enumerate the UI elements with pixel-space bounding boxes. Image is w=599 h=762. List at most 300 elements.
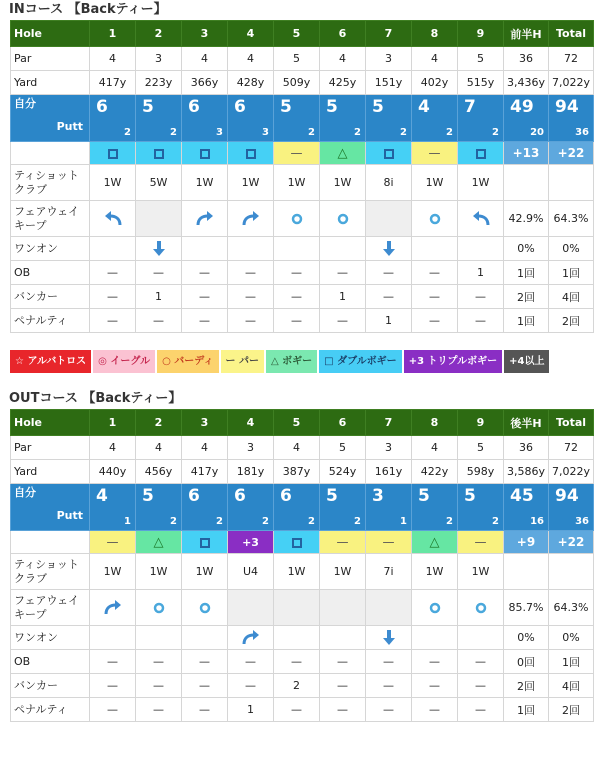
hole-number: 6 — [320, 410, 366, 436]
fairway-hit-circle-icon — [429, 602, 441, 614]
strokes-value: 5 — [142, 97, 154, 117]
club-row — [11, 554, 594, 590]
ob-cell: — — [366, 261, 412, 285]
result-mark-row — [11, 531, 594, 554]
putts-value: 2 — [216, 516, 223, 527]
club-cell: 1W — [182, 165, 228, 201]
putts-value: 36 — [575, 516, 589, 527]
strokes-value: 5 — [326, 486, 338, 506]
strokes-value: 6 — [96, 97, 108, 117]
hole-number: 2 — [136, 410, 182, 436]
strokes-value: 4 — [418, 97, 430, 117]
ob-cell: — — [136, 261, 182, 285]
fairway-label: フェアウェイ キープ — [11, 201, 90, 237]
putts-value: 1 — [124, 516, 131, 527]
club-total — [549, 165, 594, 201]
in-course-section — [0, 0, 599, 333]
par-cell: 4 — [90, 436, 136, 460]
ob-cell: — — [182, 650, 228, 674]
bunker-subtotal: 2回 — [504, 674, 549, 698]
one-on-label: ワンオン — [11, 626, 90, 650]
one-on-total: 0% — [549, 237, 594, 261]
fairway-subtotal: 42.9% — [504, 201, 549, 237]
bunker-cell: — — [366, 674, 412, 698]
bunker-cell: — — [458, 674, 504, 698]
strokes-value: 49 — [510, 97, 534, 117]
one-on-cell — [274, 626, 320, 650]
club-total — [549, 554, 594, 590]
club-cell: 8i — [366, 165, 412, 201]
penalty-cell: — — [366, 698, 412, 722]
par-cell: 4 — [136, 436, 182, 460]
scorecard-table — [10, 409, 594, 722]
double-bogey-mark — [228, 142, 274, 165]
par-mark — [458, 531, 504, 554]
bunker-cell: — — [90, 285, 136, 309]
fairway-hit-circle-icon — [199, 602, 211, 614]
down-arrow-icon — [383, 630, 395, 646]
club-cell: 1W — [320, 554, 366, 590]
hole-number: 3 — [182, 21, 228, 47]
hole-score — [136, 484, 182, 531]
one-on-cell — [366, 237, 412, 261]
bunker-row — [11, 285, 594, 309]
yard-cell: 181y — [228, 460, 274, 484]
bunker-cell: — — [412, 285, 458, 309]
penalty-cell: 1 — [228, 698, 274, 722]
hole-header-label: Hole — [11, 410, 90, 436]
hole-score — [182, 95, 228, 142]
one-on-cell — [228, 237, 274, 261]
strokes-value: 5 — [418, 486, 430, 506]
fairway-hit-circle-icon — [475, 602, 487, 614]
penalty-cell: — — [182, 698, 228, 722]
hole-score — [90, 95, 136, 142]
putts-value: 2 — [446, 516, 453, 527]
dash-icon: — — [428, 146, 441, 160]
par-mark — [366, 531, 412, 554]
fairway-row — [11, 201, 594, 237]
dash-icon: — — [290, 146, 303, 160]
yard-label: Yard — [11, 460, 90, 484]
par-cell: 4 — [274, 436, 320, 460]
fairway-cell — [228, 201, 274, 237]
strokes-value: 94 — [555, 97, 579, 117]
fairway-cell — [274, 590, 320, 626]
yard-cell: 422y — [412, 460, 458, 484]
fairway-hit-circle-icon — [153, 602, 165, 614]
hole-score — [274, 95, 320, 142]
ob-cell: — — [90, 650, 136, 674]
hole-header-row — [11, 21, 594, 47]
par-total: 72 — [549, 436, 594, 460]
par-cell: 5 — [458, 436, 504, 460]
penalty-cell: — — [412, 698, 458, 722]
ob-subtotal: 1回 — [504, 261, 549, 285]
legend-eagle: ◎ イーグル — [93, 350, 155, 373]
double-bogey-mark — [136, 142, 182, 165]
total-header: Total — [549, 410, 594, 436]
triangle-icon: △ — [153, 534, 164, 550]
putts-value: 3 — [262, 127, 269, 138]
strokes-value: 7 — [464, 97, 476, 117]
penalty-row — [11, 698, 594, 722]
bunker-cell: 1 — [320, 285, 366, 309]
double-bogey-mark — [182, 142, 228, 165]
legend-four-plus: +4以上 — [504, 350, 549, 373]
one-on-subtotal: 0% — [504, 626, 549, 650]
square-icon — [384, 149, 394, 159]
strokes-value: 5 — [464, 486, 476, 506]
ob-row — [11, 261, 594, 285]
triangle-icon: △ — [337, 145, 348, 161]
one-on-subtotal: 0% — [504, 237, 549, 261]
self-label: 自分 Putt — [11, 95, 90, 142]
par-cell: 5 — [274, 47, 320, 71]
ob-cell: — — [320, 650, 366, 674]
dash-icon: — — [382, 535, 395, 549]
yard-subtotal: 3,586y — [504, 460, 549, 484]
putts-value: 2 — [262, 516, 269, 527]
ob-cell: — — [320, 261, 366, 285]
penalty-total: 2回 — [549, 698, 594, 722]
bogey-mark — [412, 531, 458, 554]
curve-right-arrow-icon — [103, 600, 123, 616]
hole-score — [458, 95, 504, 142]
fairway-cell — [228, 590, 274, 626]
one-on-cell — [320, 237, 366, 261]
down-arrow-icon — [383, 241, 395, 257]
bunker-cell: — — [274, 285, 320, 309]
hole-score — [320, 484, 366, 531]
bunker-cell: — — [182, 674, 228, 698]
course-title: INコース 【Backティー】 — [9, 2, 167, 17]
penalty-label: ペナルティ — [11, 698, 90, 722]
penalty-label: ペナルティ — [11, 309, 90, 333]
par-cell: 4 — [182, 436, 228, 460]
hole-score — [458, 484, 504, 531]
hole-number: 8 — [412, 410, 458, 436]
fairway-cell — [90, 201, 136, 237]
strokes-value: 4 — [96, 486, 108, 506]
ob-subtotal: 0回 — [504, 650, 549, 674]
square-icon — [246, 149, 256, 159]
club-subtotal — [504, 554, 549, 590]
bunker-cell: — — [90, 674, 136, 698]
strokes-value: 3 — [372, 486, 384, 506]
penalty-cell: — — [136, 698, 182, 722]
hole-header-label: Hole — [11, 21, 90, 47]
par-cell: 3 — [136, 47, 182, 71]
par-row — [11, 436, 594, 460]
fairway-cell — [412, 590, 458, 626]
mark-label — [11, 142, 90, 165]
curve-right-arrow-icon — [241, 630, 261, 646]
hole-score — [90, 484, 136, 531]
bunker-cell: — — [366, 285, 412, 309]
curve-right-arrow-icon — [195, 211, 215, 227]
ob-cell: — — [412, 261, 458, 285]
one-on-row — [11, 626, 594, 650]
strokes-value: 5 — [280, 97, 292, 117]
one-on-total: 0% — [549, 626, 594, 650]
par-subtotal: 36 — [504, 436, 549, 460]
hole-number: 2 — [136, 21, 182, 47]
putts-value: 2 — [170, 127, 177, 138]
fairway-cell — [412, 201, 458, 237]
square-icon — [108, 149, 118, 159]
bunker-cell: 1 — [136, 285, 182, 309]
penalty-cell: — — [458, 309, 504, 333]
bunker-label: バンカー — [11, 285, 90, 309]
course-title: OUTコース 【Backティー】 — [9, 391, 182, 406]
double-bogey-mark — [90, 142, 136, 165]
one-on-label: ワンオン — [11, 237, 90, 261]
ob-cell: — — [412, 650, 458, 674]
fairway-hit-circle-icon — [429, 213, 441, 225]
fairway-cell — [136, 201, 182, 237]
yard-cell: 456y — [136, 460, 182, 484]
hole-score — [366, 95, 412, 142]
club-cell: 1W — [412, 165, 458, 201]
penalty-subtotal: 1回 — [504, 309, 549, 333]
putts-value: 16 — [530, 516, 544, 527]
bogey-mark — [136, 531, 182, 554]
yard-cell: 402y — [412, 71, 458, 95]
yard-cell: 515y — [458, 71, 504, 95]
penalty-cell: — — [182, 309, 228, 333]
hole-score — [182, 484, 228, 531]
square-icon — [200, 538, 210, 548]
club-subtotal — [504, 165, 549, 201]
par-cell: 4 — [412, 436, 458, 460]
bunker-cell: — — [228, 285, 274, 309]
ob-cell: — — [182, 261, 228, 285]
yard-subtotal: 3,436y — [504, 71, 549, 95]
putts-value: 2 — [354, 516, 361, 527]
fairway-subtotal: 85.7% — [504, 590, 549, 626]
hole-number: 7 — [366, 410, 412, 436]
subtotal-header: 後半H — [504, 410, 549, 436]
club-cell: 5W — [136, 165, 182, 201]
down-arrow-icon — [153, 241, 165, 257]
hole-number: 4 — [228, 410, 274, 436]
yard-total: 7,022y — [549, 460, 594, 484]
one-on-cell — [136, 626, 182, 650]
mark-total: +22 — [549, 531, 594, 554]
yard-total: 7,022y — [549, 71, 594, 95]
dash-icon: — — [106, 535, 119, 549]
strokes-value: 6 — [188, 97, 200, 117]
mark-label — [11, 531, 90, 554]
hole-score — [136, 95, 182, 142]
hole-number: 7 — [366, 21, 412, 47]
double-bogey-mark — [182, 531, 228, 554]
penalty-cell: — — [90, 309, 136, 333]
strokes-value: 5 — [372, 97, 384, 117]
fairway-cell — [90, 590, 136, 626]
hole-number: 8 — [412, 21, 458, 47]
square-icon — [200, 149, 210, 159]
par-cell: 4 — [320, 47, 366, 71]
bunker-cell: — — [182, 285, 228, 309]
square-icon — [476, 149, 486, 159]
hole-number: 9 — [458, 21, 504, 47]
hole-number: 9 — [458, 410, 504, 436]
yard-label: Yard — [11, 71, 90, 95]
ob-label: OB — [11, 650, 90, 674]
ob-row — [11, 650, 594, 674]
par-mark — [412, 142, 458, 165]
putts-value: 2 — [308, 127, 315, 138]
one-on-cell — [366, 626, 412, 650]
par-mark — [320, 531, 366, 554]
legend-birdie: ○ バーディ — [157, 350, 218, 373]
hole-score — [412, 95, 458, 142]
one-on-cell — [320, 626, 366, 650]
club-cell: 1W — [274, 165, 320, 201]
ob-cell: — — [90, 261, 136, 285]
strokes-value: 6 — [280, 486, 292, 506]
hole-score — [366, 484, 412, 531]
subtotal-header: 前半H — [504, 21, 549, 47]
par-subtotal: 36 — [504, 47, 549, 71]
strokes-value: 45 — [510, 486, 534, 506]
club-cell: 1W — [90, 554, 136, 590]
par-cell: 5 — [458, 47, 504, 71]
one-on-cell — [182, 626, 228, 650]
club-label: ティショット クラブ — [11, 165, 90, 201]
penalty-cell: — — [274, 698, 320, 722]
hole-number: 6 — [320, 21, 366, 47]
putts-value: 2 — [492, 127, 499, 138]
penalty-cell: — — [412, 309, 458, 333]
bunker-cell: 2 — [274, 674, 320, 698]
curve-left-arrow-icon — [471, 211, 491, 227]
bunker-total: 4回 — [549, 285, 594, 309]
ob-cell: — — [458, 650, 504, 674]
legend-albatross: ☆ アルバトロス — [10, 350, 91, 373]
yard-row — [11, 460, 594, 484]
bunker-cell: — — [228, 674, 274, 698]
score-subtotal — [504, 95, 549, 142]
bunker-row — [11, 674, 594, 698]
yard-cell: 524y — [320, 460, 366, 484]
par-mark — [90, 531, 136, 554]
one-on-cell — [458, 626, 504, 650]
yard-cell: 161y — [366, 460, 412, 484]
par-cell: 4 — [90, 47, 136, 71]
square-icon — [154, 149, 164, 159]
yard-row — [11, 71, 594, 95]
fairway-cell — [136, 590, 182, 626]
putts-value: 36 — [575, 127, 589, 138]
score-subtotal — [504, 484, 549, 531]
putts-value: 2 — [308, 516, 315, 527]
hole-number: 3 — [182, 410, 228, 436]
one-on-cell — [90, 626, 136, 650]
hole-number: 5 — [274, 21, 320, 47]
par-total: 72 — [549, 47, 594, 71]
putt-label: Putt — [56, 509, 83, 522]
fairway-hit-circle-icon — [291, 213, 303, 225]
club-cell: 1W — [136, 554, 182, 590]
triple-bogey-mark: +3 — [228, 531, 274, 554]
bunker-label: バンカー — [11, 674, 90, 698]
yard-cell: 151y — [366, 71, 412, 95]
hole-score — [320, 95, 366, 142]
one-on-row — [11, 237, 594, 261]
yard-cell: 366y — [182, 71, 228, 95]
legend-par: ー パー — [221, 350, 264, 373]
club-label: ティショット クラブ — [11, 554, 90, 590]
club-cell: 1W — [274, 554, 320, 590]
fairway-row — [11, 590, 594, 626]
club-cell: 1W — [228, 165, 274, 201]
club-cell: 1W — [458, 554, 504, 590]
bunker-cell: — — [136, 674, 182, 698]
one-on-cell — [228, 626, 274, 650]
penalty-cell: — — [320, 309, 366, 333]
one-on-cell — [90, 237, 136, 261]
score-total — [549, 484, 594, 531]
club-cell: 1W — [458, 165, 504, 201]
par-label: Par — [11, 436, 90, 460]
strokes-value: 5 — [326, 97, 338, 117]
bogey-mark — [320, 142, 366, 165]
par-cell: 3 — [228, 436, 274, 460]
out-course-section — [0, 389, 599, 722]
total-header: Total — [549, 21, 594, 47]
mark-total: +22 — [549, 142, 594, 165]
one-on-cell — [182, 237, 228, 261]
hole-score — [228, 95, 274, 142]
hole-number: 1 — [90, 410, 136, 436]
hole-number: 4 — [228, 21, 274, 47]
fairway-hit-circle-icon — [337, 213, 349, 225]
club-row — [11, 165, 594, 201]
result-mark-row — [11, 142, 594, 165]
ob-cell: — — [136, 650, 182, 674]
legend-triple-bogey: +3 トリプルボギー — [404, 350, 502, 373]
yard-cell: 440y — [90, 460, 136, 484]
triangle-icon: △ — [429, 534, 440, 550]
scorecard-table — [10, 20, 594, 333]
putts-value: 1 — [400, 516, 407, 527]
club-cell: 1W — [182, 554, 228, 590]
strokes-value: 94 — [555, 486, 579, 506]
bunker-total: 4回 — [549, 674, 594, 698]
par-label: Par — [11, 47, 90, 71]
hole-score — [274, 484, 320, 531]
bunker-cell: — — [320, 674, 366, 698]
fairway-cell — [274, 201, 320, 237]
one-on-cell — [458, 237, 504, 261]
putts-value: 2 — [354, 127, 361, 138]
strokes-value: 5 — [142, 486, 154, 506]
penalty-row — [11, 309, 594, 333]
mark-subtotal: +9 — [504, 531, 549, 554]
par-row — [11, 47, 594, 71]
yard-cell: 428y — [228, 71, 274, 95]
penalty-cell: — — [320, 698, 366, 722]
putts-value: 3 — [216, 127, 223, 138]
par-cell: 3 — [366, 47, 412, 71]
dash-icon: — — [336, 535, 349, 549]
club-cell: 1W — [90, 165, 136, 201]
score-row — [11, 484, 594, 531]
double-bogey-mark — [274, 531, 320, 554]
